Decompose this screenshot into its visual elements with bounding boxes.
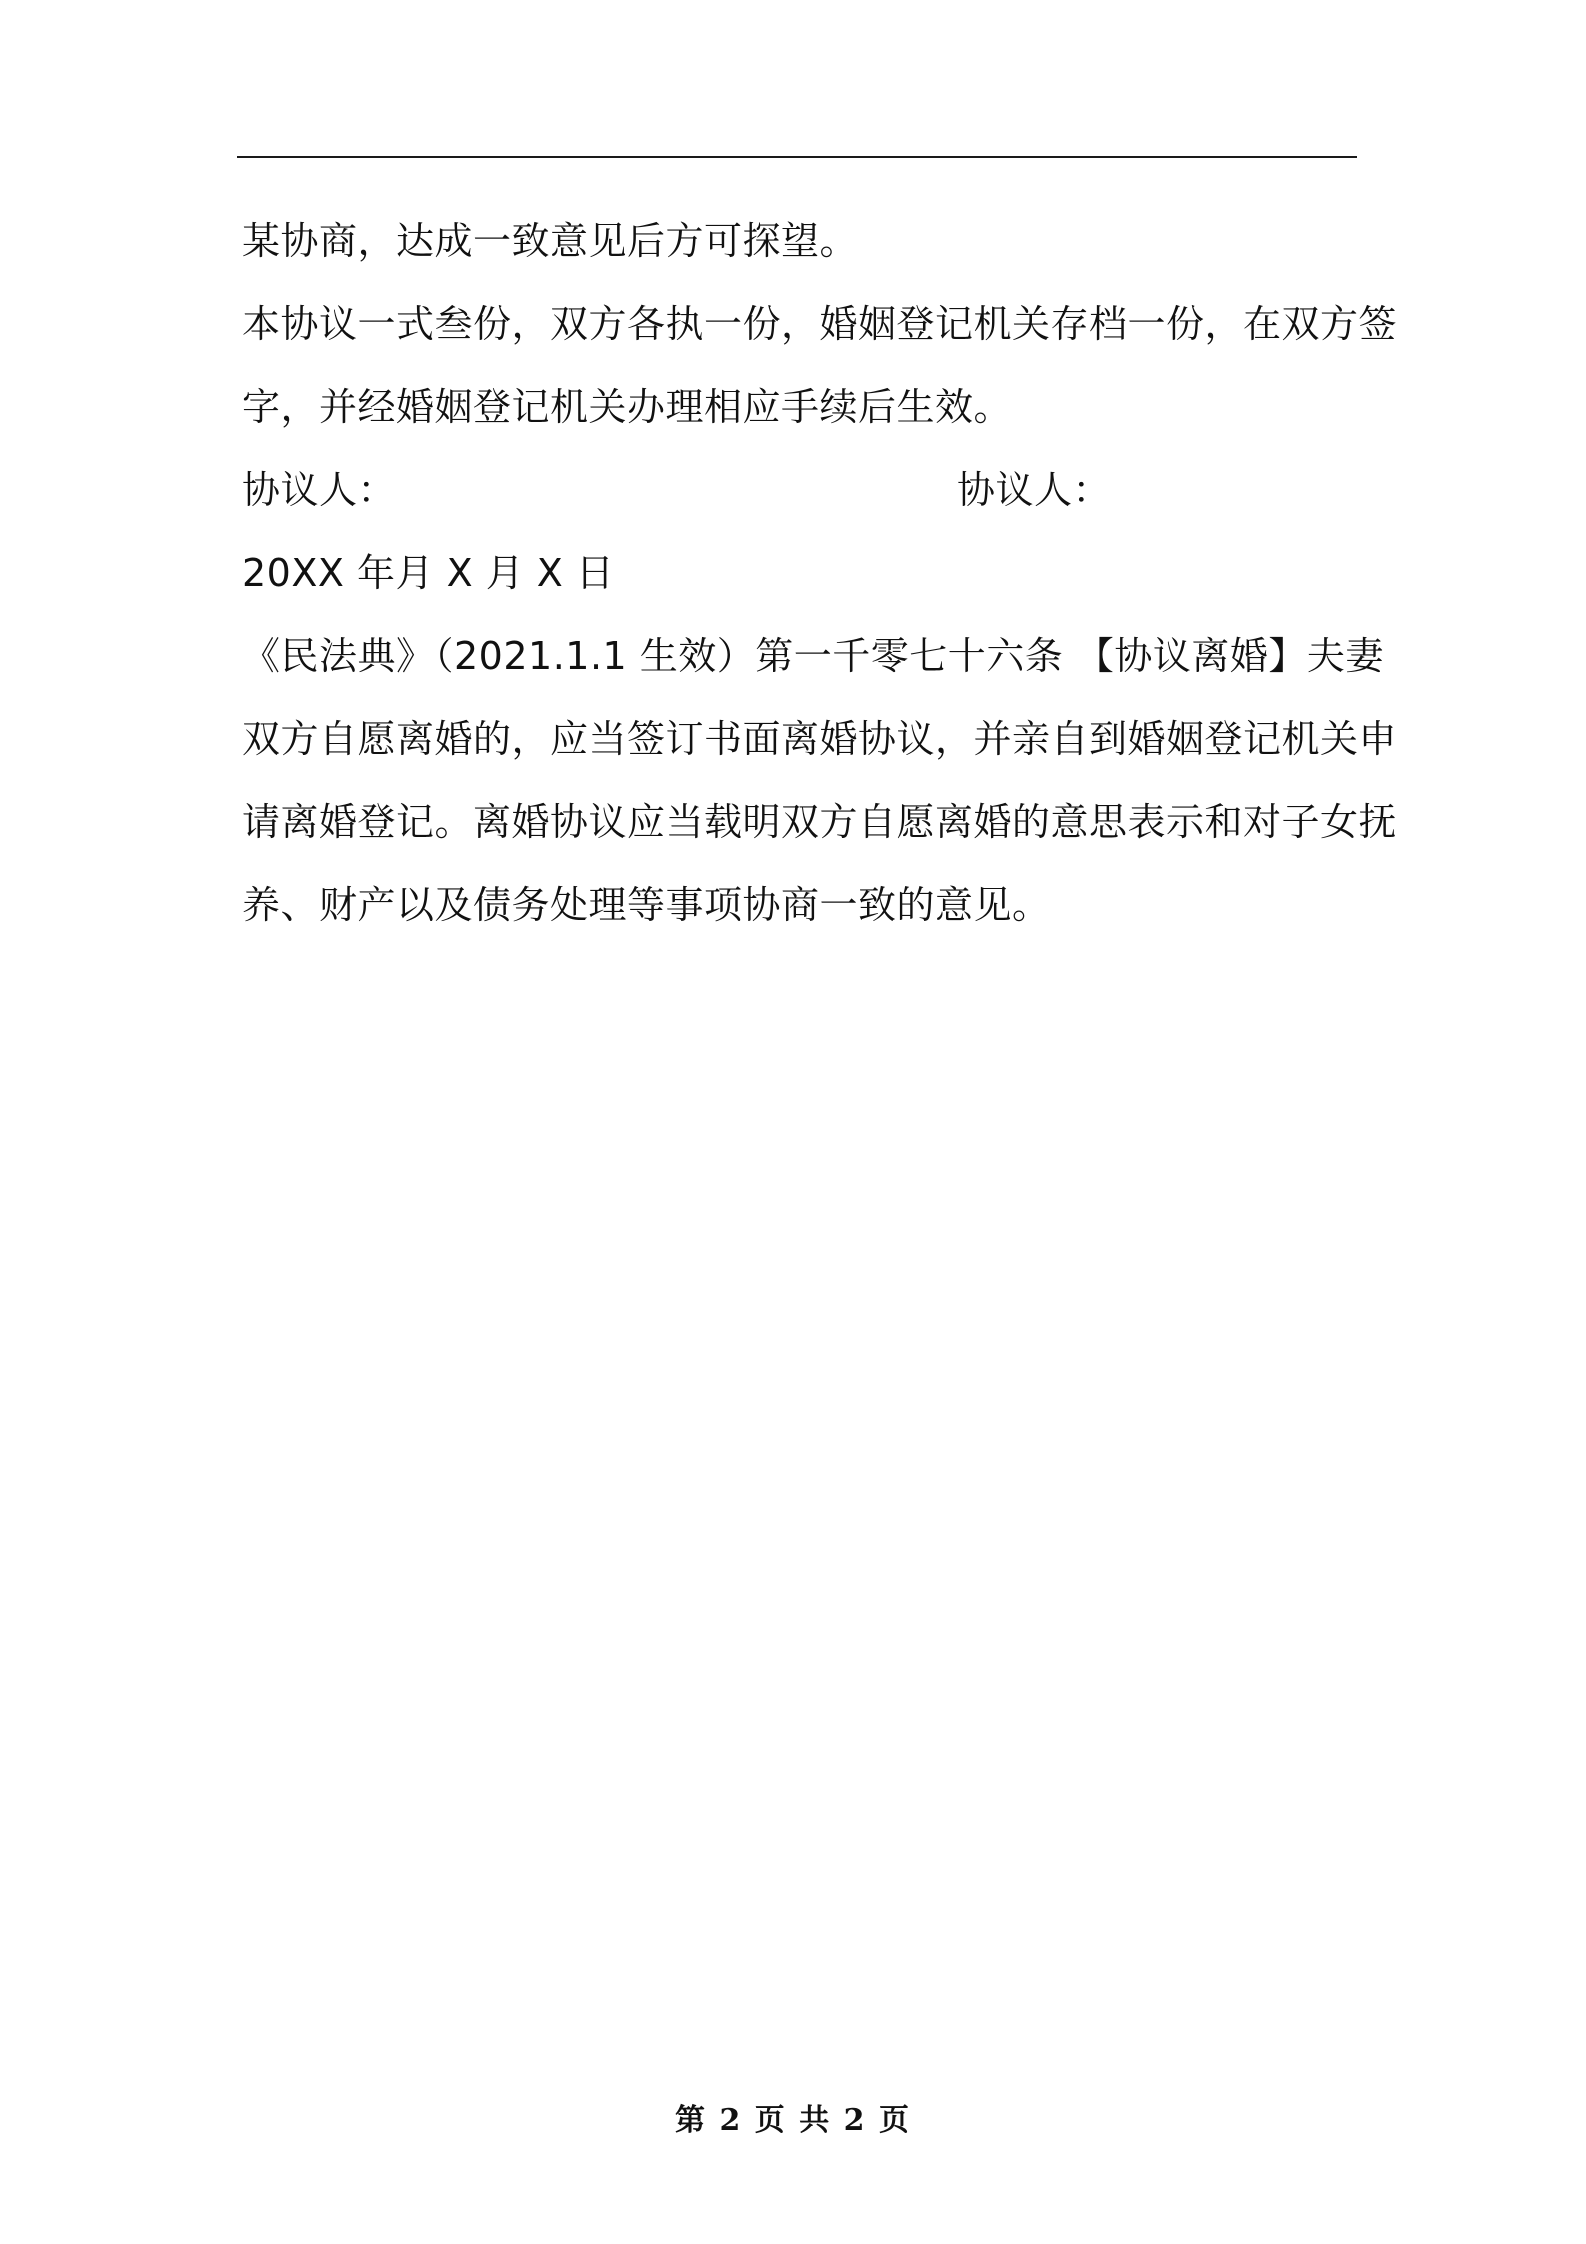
signatory-left-label: 协议人： <box>242 468 397 512</box>
signatory-right-label: 协议人： <box>957 468 1112 512</box>
continuation-line: 某协商，达成一致意见后方可探望。 <box>242 219 859 263</box>
legal-reference-line-1: 《民法典》（2021.1.1 生效）第一千零七十六条 【协议离婚】夫妻 <box>242 634 1384 678</box>
continuation-paragraph <box>242 200 1357 283</box>
signatories-row <box>242 449 1357 532</box>
page-number-footer: 第 2 页 共 2 页 <box>675 2103 911 2138</box>
legal-reference-line-2: 双方自愿离婚的，应当签订书面离婚协议，并亲自到婚姻登记机关申 <box>242 717 1398 761</box>
date-line: 20XX 年月 X 月 X 日 <box>242 551 615 595</box>
date-paragraph <box>242 532 1357 615</box>
legal-reference-line-4: 养、财产以及债务处理等事项协商一致的意见。 <box>242 883 1051 927</box>
legal-reference-line-3: 请离婚登记。离婚协议应当载明双方自愿离婚的意思表示和对子女抚 <box>242 800 1398 844</box>
copies-clause-paragraph <box>242 283 1398 449</box>
copies-clause-line-1: 本协议一式叁份，双方各执一份，婚姻登记机关存档一份，在双方签 <box>242 302 1398 346</box>
header-rule <box>237 156 1357 158</box>
copies-clause-line-2: 字，并经婚姻登记机关办理相应手续后生效。 <box>242 385 1013 429</box>
document-body <box>242 200 1398 947</box>
legal-reference-paragraph <box>242 615 1398 947</box>
